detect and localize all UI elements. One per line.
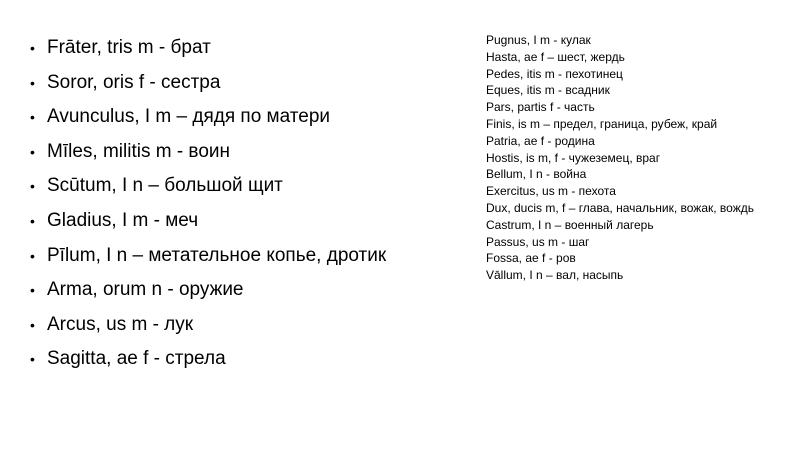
list-item: Bellum, I n - война — [486, 167, 587, 182]
bullet-icon: • — [30, 212, 35, 229]
list-item — [30, 31, 386, 66]
list-item — [30, 100, 386, 135]
vocabulary-list-main — [30, 31, 386, 377]
bullet-icon: • — [30, 247, 35, 264]
list-item — [30, 342, 386, 377]
list-item: Pugnus, I m - кулак — [486, 33, 591, 47]
list-item-text: Avunculus, I m – дядя по матери — [47, 106, 330, 128]
list-item: Dux, ducis m, f – глава, начальник, вожак, вождь — [486, 200, 754, 215]
list-item: Hostis, is m, f - чужеземец, враг — [486, 150, 661, 165]
list-item-text: Mīles, militis m - воин — [47, 140, 230, 162]
list-item — [30, 308, 386, 343]
bullet-icon: • — [30, 316, 35, 333]
list-item: Eques, itis m - всадник — [486, 83, 610, 98]
list-item — [30, 273, 386, 308]
list-item: Patria, ae f - родина — [486, 133, 595, 148]
list-item — [30, 66, 386, 101]
list-item: Pars, partis f - часть — [486, 100, 595, 115]
list-item-text: Soror, oris f - сестра — [47, 71, 221, 93]
list-item-text: Arma, orum n - оружие — [47, 279, 244, 301]
list-item: Pedes, itis m - пехотинец — [486, 66, 623, 81]
bullet-icon: • — [30, 109, 35, 126]
bullet-icon: • — [30, 143, 35, 160]
list-item — [30, 135, 386, 170]
list-item: Fossa, ae f - ров — [486, 251, 576, 266]
list-item — [30, 169, 386, 204]
bullet-icon: • — [30, 282, 35, 299]
list-item: Vāllum, I n – вал, насыпь — [486, 268, 624, 283]
list-item: Castrum, I n – военный лагерь — [486, 217, 654, 232]
list-item-text: Gladius, I m - меч — [47, 209, 199, 231]
list-item-text: Pīlum, I n – метательное копье, дротик — [47, 244, 387, 266]
bullet-icon: • — [30, 351, 35, 368]
list-item-text: Arcus, us m - лук — [47, 313, 194, 335]
vocabulary-list-secondary — [486, 32, 800, 284]
bullet-icon: • — [30, 178, 35, 195]
list-item: Hasta, ae f – шест, жердь — [486, 49, 625, 64]
list-item: Exercitus, us m - пехота — [486, 184, 616, 199]
list-item-text: Scūtum, I n – большой щит — [47, 175, 283, 197]
list-item — [30, 239, 386, 274]
bullet-icon: • — [30, 74, 35, 91]
list-item-text: Sagitta, ae f - стрела — [47, 348, 226, 370]
list-item — [30, 204, 386, 239]
bullet-icon: • — [30, 40, 35, 56]
list-item: Finis, is m – предел, граница, рубеж, край — [486, 116, 718, 131]
list-item: Passus, us m - шаг — [486, 234, 590, 249]
list-item-text: Frāter, tris m - брат — [47, 37, 211, 58]
